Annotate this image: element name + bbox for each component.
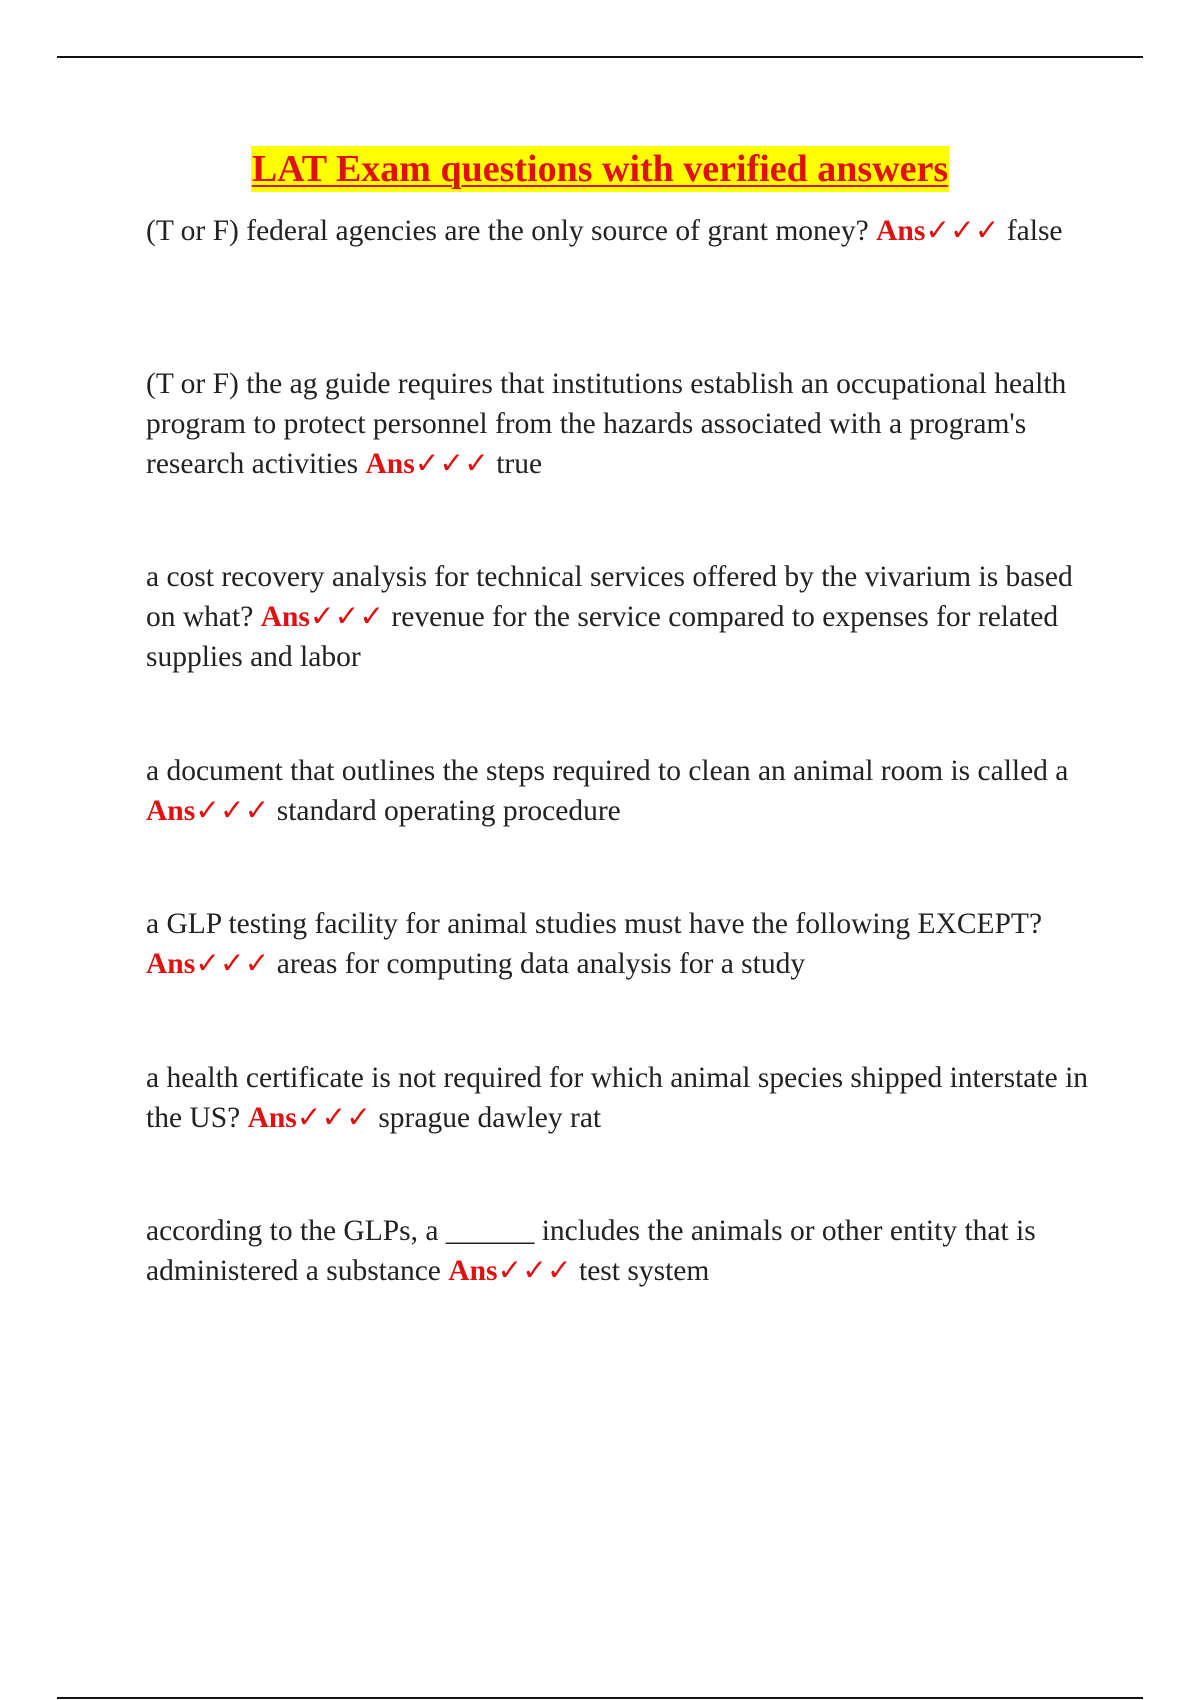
question-text: (T or F) the ag guide requires that institutions establish an occupational health program to protect personnel from the hazards associated with a program's research activities [146, 368, 1067, 480]
top-rule [57, 56, 1143, 58]
check-marks-icon: ✓✓✓ [296, 1102, 371, 1134]
qa-item-5 [146, 904, 1096, 984]
check-marks-icon: ✓✓✓ [309, 601, 385, 633]
qa-item-7 [146, 1211, 1096, 1291]
qa-item-2 [146, 364, 1096, 484]
check-marks-icon: ✓✓✓ [414, 448, 489, 480]
answer-marker: Ans [876, 215, 926, 247]
answer-text: standard operating procedure [276, 795, 621, 827]
qa-item-6 [146, 1058, 1096, 1138]
answer-marker: Ans [448, 1255, 498, 1287]
answer-marker: Ans [260, 601, 310, 633]
bottom-rule [57, 1697, 1143, 1699]
check-marks-icon: ✓✓✓ [925, 215, 1000, 247]
qa-item-4 [146, 751, 1096, 831]
question-text: according to the GLPs, a ______ includes the animals or other entity that is administered a substance [146, 1215, 1036, 1287]
answer-text: sprague dawley rat [378, 1102, 602, 1134]
answer-text: false [1006, 215, 1063, 247]
qa-item-3 [146, 557, 1096, 677]
question-text: (T or F) federal agencies are the only source of grant money? [146, 215, 869, 247]
question-text: a GLP testing facility for animal studies must have the following EXCEPT? [146, 908, 1043, 940]
answer-text: true [496, 448, 543, 480]
check-marks-icon: ✓✓✓ [195, 795, 270, 827]
question-text: a health certificate is not required for which animal species shipped interstate in the US? [146, 1062, 1089, 1134]
check-marks-icon: ✓✓✓ [497, 1255, 572, 1287]
answer-text: revenue for the service compared to expenses for related supplies and labor [146, 601, 1059, 673]
answer-text: areas for computing data analysis for a study [276, 948, 806, 980]
qa-item-1 [146, 211, 1096, 251]
answer-marker: Ans [365, 448, 415, 480]
question-text: a cost recovery analysis for technical services offered by the vivarium is based on what? [146, 561, 1073, 633]
answer-marker: Ans [146, 795, 196, 827]
title-container [0, 146, 1200, 192]
question-text: a document that outlines the steps required to clean an animal room is called a [146, 755, 1069, 787]
answer-marker: Ans [247, 1102, 297, 1134]
check-marks-icon: ✓✓✓ [195, 948, 270, 980]
answer-marker: Ans [146, 948, 196, 980]
answer-text: test system [579, 1255, 710, 1287]
document-title: LAT Exam questions with verified answers [251, 148, 949, 190]
